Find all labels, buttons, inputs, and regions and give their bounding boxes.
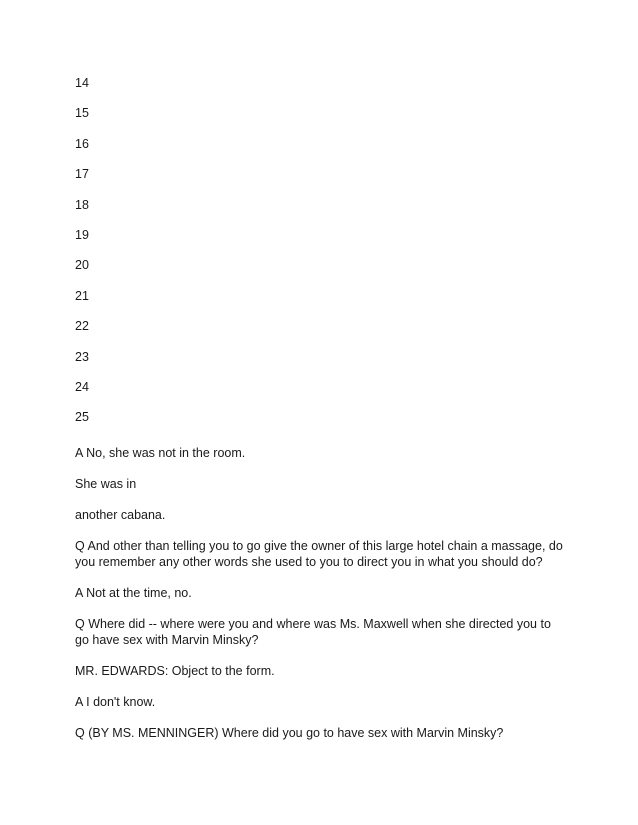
line-number: 25	[75, 410, 89, 425]
line-number: 21	[75, 288, 89, 303]
transcript-line: another cabana.	[75, 508, 166, 522]
transcript-question: Q (BY MS. MENNINGER) Where did you go to have sex with Marvin Minsky?	[75, 726, 504, 740]
line-number: 15	[75, 106, 89, 121]
transcript-answer: A I don't know.	[75, 695, 156, 709]
line-number: 14	[75, 76, 89, 90]
transcript-question: Q And other than telling you to go give the owner of this large hotel chain a massage, do you remember any other words she used to you to direct you in what you should do?	[75, 539, 563, 569]
line-number: 24	[75, 379, 89, 394]
transcript-answer: A Not at the time, no.	[75, 586, 192, 600]
line-number: 22	[75, 319, 89, 334]
transcript-body	[75, 445, 565, 756]
line-number: 16	[75, 136, 89, 151]
transcript-question: Q Where did -- where were you and where was Ms. Maxwell when she directed you to go have sex with Marvin Minsky?	[75, 617, 551, 647]
transcript-line: She was in	[75, 477, 137, 491]
line-number: 19	[75, 227, 89, 242]
transcript-objection: MR. EDWARDS: Object to the form.	[75, 664, 275, 678]
line-number-column	[75, 76, 135, 441]
line-number: 18	[75, 197, 89, 212]
line-number: 23	[75, 349, 89, 364]
transcript-answer: A No, she was not in the room.	[75, 446, 246, 460]
line-number: 17	[75, 167, 89, 182]
line-number: 20	[75, 258, 89, 273]
